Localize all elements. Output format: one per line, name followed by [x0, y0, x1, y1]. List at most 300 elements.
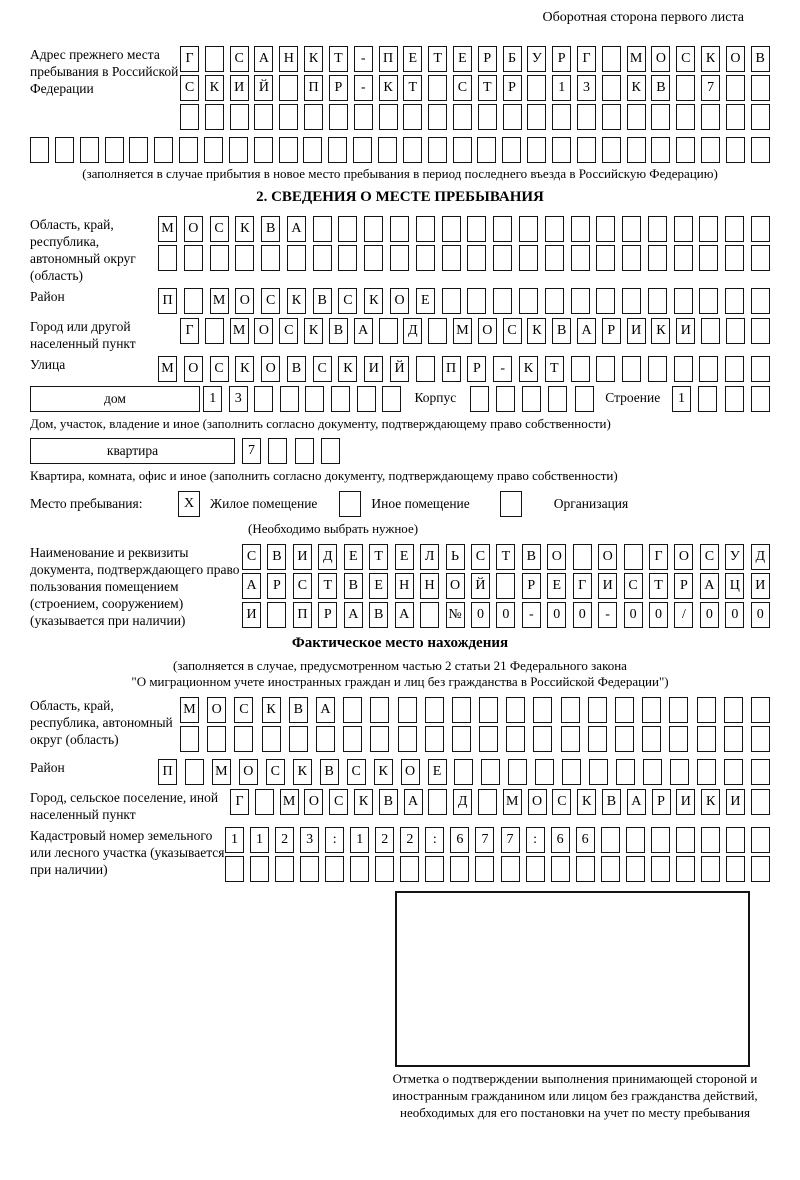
char-cell[interactable]: Р — [652, 789, 671, 815]
char-cell[interactable]: 0 — [700, 602, 719, 628]
char-cell[interactable] — [724, 726, 743, 752]
char-cell[interactable]: У — [527, 46, 546, 72]
stay-type-organization-checkbox[interactable] — [500, 491, 522, 517]
char-cell[interactable] — [726, 137, 745, 163]
char-cell[interactable] — [428, 789, 447, 815]
char-cell[interactable]: К — [287, 288, 306, 314]
char-cell[interactable]: К — [519, 356, 538, 382]
char-cell[interactable] — [725, 216, 744, 242]
char-cell[interactable] — [261, 245, 280, 271]
char-cell[interactable] — [643, 759, 662, 785]
char-cell[interactable] — [522, 386, 541, 412]
char-cell[interactable] — [496, 386, 515, 412]
char-cell[interactable]: 0 — [573, 602, 592, 628]
char-cell[interactable]: А — [242, 573, 261, 599]
char-cell[interactable] — [379, 104, 398, 130]
char-cell[interactable] — [250, 856, 269, 882]
char-cell[interactable]: К — [293, 759, 312, 785]
char-cell[interactable]: Д — [403, 318, 422, 344]
char-cell[interactable] — [724, 697, 743, 723]
char-cell[interactable]: К — [354, 789, 373, 815]
char-cell[interactable] — [596, 288, 615, 314]
char-cell[interactable]: Ь — [446, 544, 465, 570]
char-cell[interactable] — [751, 75, 770, 101]
char-cell[interactable] — [642, 697, 661, 723]
char-cell[interactable] — [506, 726, 525, 752]
char-cell[interactable]: О — [651, 46, 670, 72]
char-cell[interactable] — [548, 386, 567, 412]
char-cell[interactable]: К — [651, 318, 670, 344]
char-cell[interactable]: А — [395, 602, 414, 628]
char-cell[interactable] — [674, 245, 693, 271]
char-cell[interactable]: Н — [395, 573, 414, 599]
char-cell[interactable]: П — [158, 759, 177, 785]
char-cell[interactable] — [254, 137, 273, 163]
char-cell[interactable] — [751, 856, 770, 882]
char-cell[interactable] — [267, 602, 286, 628]
char-cell[interactable]: Е — [416, 288, 435, 314]
char-cell[interactable]: Р — [674, 573, 693, 599]
char-cell[interactable] — [353, 137, 372, 163]
char-cell[interactable] — [475, 856, 494, 882]
char-cell[interactable] — [235, 245, 254, 271]
char-cell[interactable] — [354, 104, 373, 130]
char-cell[interactable] — [289, 726, 308, 752]
char-cell[interactable] — [751, 386, 770, 412]
char-cell[interactable] — [676, 75, 695, 101]
char-cell[interactable]: О — [598, 544, 617, 570]
char-cell[interactable]: С — [279, 318, 298, 344]
char-cell[interactable] — [416, 245, 435, 271]
char-cell[interactable]: 7 — [242, 438, 261, 464]
char-cell[interactable] — [701, 137, 720, 163]
char-cell[interactable] — [533, 697, 552, 723]
char-cell[interactable]: И — [293, 544, 312, 570]
char-cell[interactable] — [129, 137, 148, 163]
char-cell[interactable] — [573, 544, 592, 570]
char-cell[interactable] — [669, 726, 688, 752]
char-cell[interactable] — [275, 856, 294, 882]
char-cell[interactable]: О — [261, 356, 280, 382]
char-cell[interactable]: Р — [503, 75, 522, 101]
char-cell[interactable]: Д — [318, 544, 337, 570]
char-cell[interactable]: 7 — [501, 827, 520, 853]
char-cell[interactable] — [467, 216, 486, 242]
char-cell[interactable] — [622, 288, 641, 314]
char-cell[interactable] — [676, 827, 695, 853]
char-cell[interactable] — [279, 137, 298, 163]
char-cell[interactable]: М — [210, 288, 229, 314]
char-cell[interactable] — [724, 759, 743, 785]
char-cell[interactable] — [452, 726, 471, 752]
char-cell[interactable] — [55, 137, 74, 163]
char-cell[interactable]: Р — [267, 573, 286, 599]
char-cell[interactable] — [701, 856, 720, 882]
char-cell[interactable] — [615, 726, 634, 752]
char-cell[interactable]: Й — [390, 356, 409, 382]
char-cell[interactable] — [254, 104, 273, 130]
char-cell[interactable] — [651, 856, 670, 882]
char-cell[interactable]: Р — [318, 602, 337, 628]
char-cell[interactable] — [325, 856, 344, 882]
char-cell[interactable]: М — [158, 216, 177, 242]
char-cell[interactable] — [370, 726, 389, 752]
char-cell[interactable]: С — [261, 288, 280, 314]
char-cell[interactable] — [428, 318, 447, 344]
char-cell[interactable] — [428, 104, 447, 130]
char-cell[interactable] — [533, 726, 552, 752]
char-cell[interactable]: В — [602, 789, 621, 815]
char-cell[interactable] — [648, 245, 667, 271]
char-cell[interactable]: К — [205, 75, 224, 101]
char-cell[interactable] — [262, 726, 281, 752]
char-cell[interactable] — [651, 137, 670, 163]
char-cell[interactable]: К — [235, 216, 254, 242]
char-cell[interactable] — [420, 602, 439, 628]
char-cell[interactable]: С — [338, 288, 357, 314]
char-cell[interactable] — [400, 856, 419, 882]
char-cell[interactable] — [179, 137, 198, 163]
char-cell[interactable] — [561, 726, 580, 752]
char-cell[interactable] — [338, 245, 357, 271]
char-cell[interactable] — [452, 697, 471, 723]
char-cell[interactable] — [588, 697, 607, 723]
char-cell[interactable]: А — [404, 789, 423, 815]
char-cell[interactable] — [519, 245, 538, 271]
char-cell[interactable]: В — [287, 356, 306, 382]
char-cell[interactable] — [350, 856, 369, 882]
char-cell[interactable] — [751, 245, 770, 271]
char-cell[interactable] — [651, 104, 670, 130]
char-cell[interactable]: О — [478, 318, 497, 344]
char-cell[interactable]: Т — [428, 46, 447, 72]
char-cell[interactable]: - — [493, 356, 512, 382]
char-cell[interactable] — [551, 856, 570, 882]
char-cell[interactable] — [338, 216, 357, 242]
char-cell[interactable]: М — [212, 759, 231, 785]
char-cell[interactable]: 1 — [250, 827, 269, 853]
char-cell[interactable] — [626, 827, 645, 853]
char-cell[interactable] — [642, 726, 661, 752]
char-cell[interactable] — [184, 288, 203, 314]
char-cell[interactable] — [669, 697, 688, 723]
char-cell[interactable] — [180, 726, 199, 752]
char-cell[interactable]: К — [235, 356, 254, 382]
char-cell[interactable]: С — [293, 573, 312, 599]
stay-type-residential-checkbox[interactable]: X — [178, 491, 200, 517]
char-cell[interactable]: И — [751, 573, 770, 599]
char-cell[interactable] — [552, 104, 571, 130]
char-cell[interactable] — [751, 318, 770, 344]
char-cell[interactable] — [751, 827, 770, 853]
char-cell[interactable]: М — [503, 789, 522, 815]
char-cell[interactable]: А — [354, 318, 373, 344]
char-cell[interactable] — [751, 697, 770, 723]
char-cell[interactable]: М — [627, 46, 646, 72]
char-cell[interactable]: Г — [649, 544, 668, 570]
char-cell[interactable]: : — [325, 827, 344, 853]
char-cell[interactable]: О — [726, 46, 745, 72]
char-cell[interactable] — [416, 216, 435, 242]
char-cell[interactable] — [378, 137, 397, 163]
char-cell[interactable] — [561, 697, 580, 723]
char-cell[interactable] — [535, 759, 554, 785]
char-cell[interactable]: Е — [403, 46, 422, 72]
char-cell[interactable] — [477, 137, 496, 163]
char-cell[interactable] — [370, 697, 389, 723]
char-cell[interactable] — [601, 856, 620, 882]
char-cell[interactable]: 0 — [496, 602, 515, 628]
char-cell[interactable]: П — [304, 75, 323, 101]
char-cell[interactable] — [479, 726, 498, 752]
char-cell[interactable]: 6 — [450, 827, 469, 853]
char-cell[interactable] — [343, 726, 362, 752]
char-cell[interactable] — [428, 137, 447, 163]
char-cell[interactable]: Е — [369, 573, 388, 599]
char-cell[interactable]: А — [254, 46, 273, 72]
char-cell[interactable] — [425, 697, 444, 723]
char-cell[interactable] — [622, 216, 641, 242]
char-cell[interactable] — [506, 697, 525, 723]
char-cell[interactable]: 2 — [375, 827, 394, 853]
char-cell[interactable]: О — [254, 318, 273, 344]
char-cell[interactable] — [357, 386, 376, 412]
char-cell[interactable]: С — [471, 544, 490, 570]
char-cell[interactable]: О — [239, 759, 258, 785]
char-cell[interactable] — [751, 288, 770, 314]
char-cell[interactable] — [627, 137, 646, 163]
char-cell[interactable] — [503, 104, 522, 130]
char-cell[interactable]: П — [158, 288, 177, 314]
char-cell[interactable]: М — [230, 318, 249, 344]
char-cell[interactable] — [313, 245, 332, 271]
char-cell[interactable]: Е — [344, 544, 363, 570]
char-cell[interactable] — [379, 318, 398, 344]
char-cell[interactable]: В — [313, 288, 332, 314]
char-cell[interactable] — [725, 386, 744, 412]
char-cell[interactable]: О — [401, 759, 420, 785]
char-cell[interactable]: И — [676, 318, 695, 344]
char-cell[interactable]: 0 — [471, 602, 490, 628]
char-cell[interactable]: С — [624, 573, 643, 599]
char-cell[interactable]: М — [280, 789, 299, 815]
char-cell[interactable] — [207, 726, 226, 752]
char-cell[interactable]: С — [453, 75, 472, 101]
char-cell[interactable] — [699, 356, 718, 382]
char-cell[interactable]: М — [453, 318, 472, 344]
char-cell[interactable]: Т — [496, 544, 515, 570]
char-cell[interactable] — [105, 137, 124, 163]
char-cell[interactable]: Р — [467, 356, 486, 382]
char-cell[interactable]: В — [267, 544, 286, 570]
char-cell[interactable] — [279, 75, 298, 101]
char-cell[interactable] — [626, 856, 645, 882]
char-cell[interactable] — [596, 245, 615, 271]
char-cell[interactable]: Н — [279, 46, 298, 72]
char-cell[interactable] — [180, 104, 199, 130]
char-cell[interactable] — [751, 356, 770, 382]
char-cell[interactable] — [527, 75, 546, 101]
char-cell[interactable] — [697, 759, 716, 785]
char-cell[interactable]: К — [527, 318, 546, 344]
char-cell[interactable] — [648, 216, 667, 242]
char-cell[interactable]: Г — [180, 46, 199, 72]
char-cell[interactable]: С — [242, 544, 261, 570]
char-cell[interactable]: М — [180, 697, 199, 723]
char-cell[interactable] — [751, 137, 770, 163]
char-cell[interactable] — [571, 245, 590, 271]
char-cell[interactable] — [589, 759, 608, 785]
char-cell[interactable]: 3 — [229, 386, 248, 412]
char-cell[interactable] — [627, 104, 646, 130]
char-cell[interactable]: 1 — [672, 386, 691, 412]
char-cell[interactable]: 2 — [400, 827, 419, 853]
char-cell[interactable] — [751, 104, 770, 130]
char-cell[interactable] — [204, 137, 223, 163]
char-cell[interactable] — [481, 759, 500, 785]
char-cell[interactable] — [442, 216, 461, 242]
char-cell[interactable]: И — [676, 789, 695, 815]
char-cell[interactable] — [676, 137, 695, 163]
char-cell[interactable]: С — [266, 759, 285, 785]
char-cell[interactable]: К — [379, 75, 398, 101]
confirmation-stamp-box[interactable] — [395, 891, 750, 1067]
char-cell[interactable]: П — [379, 46, 398, 72]
char-cell[interactable]: А — [577, 318, 596, 344]
char-cell[interactable] — [602, 75, 621, 101]
char-cell[interactable] — [331, 386, 350, 412]
char-cell[interactable] — [343, 697, 362, 723]
char-cell[interactable] — [255, 789, 274, 815]
char-cell[interactable]: К — [364, 288, 383, 314]
char-cell[interactable]: С — [329, 789, 348, 815]
char-cell[interactable] — [701, 104, 720, 130]
char-cell[interactable]: К — [701, 46, 720, 72]
char-cell[interactable]: И — [364, 356, 383, 382]
char-cell[interactable] — [280, 386, 299, 412]
char-cell[interactable] — [210, 245, 229, 271]
char-cell[interactable] — [751, 789, 770, 815]
char-cell[interactable] — [602, 137, 621, 163]
char-cell[interactable] — [295, 438, 314, 464]
char-cell[interactable]: С — [552, 789, 571, 815]
char-cell[interactable] — [751, 216, 770, 242]
char-cell[interactable] — [442, 245, 461, 271]
char-cell[interactable] — [552, 137, 571, 163]
char-cell[interactable]: : — [425, 827, 444, 853]
char-cell[interactable]: П — [442, 356, 461, 382]
char-cell[interactable]: К — [577, 789, 596, 815]
char-cell[interactable] — [697, 697, 716, 723]
char-cell[interactable] — [254, 386, 273, 412]
char-cell[interactable]: Г — [230, 789, 249, 815]
char-cell[interactable] — [545, 245, 564, 271]
char-cell[interactable] — [601, 827, 620, 853]
char-cell[interactable] — [726, 827, 745, 853]
char-cell[interactable]: А — [627, 789, 646, 815]
char-cell[interactable]: П — [293, 602, 312, 628]
char-cell[interactable] — [575, 386, 594, 412]
char-cell[interactable]: К — [262, 697, 281, 723]
char-cell[interactable]: М — [158, 356, 177, 382]
char-cell[interactable]: Т — [369, 544, 388, 570]
char-cell[interactable] — [726, 75, 745, 101]
char-cell[interactable] — [300, 856, 319, 882]
char-cell[interactable]: 0 — [547, 602, 566, 628]
char-cell[interactable]: Р — [329, 75, 348, 101]
char-cell[interactable]: 6 — [551, 827, 570, 853]
char-cell[interactable] — [205, 46, 224, 72]
char-cell[interactable]: Г — [577, 46, 596, 72]
char-cell[interactable] — [313, 216, 332, 242]
char-cell[interactable] — [229, 137, 248, 163]
char-cell[interactable] — [205, 318, 224, 344]
char-cell[interactable]: В — [751, 46, 770, 72]
char-cell[interactable] — [545, 288, 564, 314]
char-cell[interactable] — [158, 245, 177, 271]
char-cell[interactable] — [496, 573, 515, 599]
char-cell[interactable]: К — [627, 75, 646, 101]
char-cell[interactable] — [624, 544, 643, 570]
char-cell[interactable] — [562, 759, 581, 785]
char-cell[interactable] — [527, 137, 546, 163]
char-cell[interactable] — [80, 137, 99, 163]
char-cell[interactable]: № — [446, 602, 465, 628]
char-cell[interactable] — [588, 726, 607, 752]
char-cell[interactable] — [725, 356, 744, 382]
char-cell[interactable]: В — [651, 75, 670, 101]
char-cell[interactable]: В — [329, 318, 348, 344]
char-cell[interactable]: И — [230, 75, 249, 101]
char-cell[interactable]: / — [674, 602, 693, 628]
char-cell[interactable]: Р — [552, 46, 571, 72]
char-cell[interactable]: Н — [420, 573, 439, 599]
char-cell[interactable]: 3 — [300, 827, 319, 853]
char-cell[interactable] — [751, 726, 770, 752]
char-cell[interactable]: В — [522, 544, 541, 570]
char-cell[interactable] — [450, 856, 469, 882]
char-cell[interactable] — [375, 856, 394, 882]
char-cell[interactable] — [230, 104, 249, 130]
char-cell[interactable] — [697, 726, 716, 752]
char-cell[interactable] — [287, 245, 306, 271]
char-cell[interactable]: Р — [478, 46, 497, 72]
char-cell[interactable] — [321, 438, 340, 464]
char-cell[interactable] — [526, 856, 545, 882]
char-cell[interactable]: Е — [428, 759, 447, 785]
char-cell[interactable]: А — [316, 697, 335, 723]
char-cell[interactable]: К — [701, 789, 720, 815]
char-cell[interactable]: В — [379, 789, 398, 815]
char-cell[interactable]: Т — [478, 75, 497, 101]
char-cell[interactable] — [185, 759, 204, 785]
char-cell[interactable] — [616, 759, 635, 785]
char-cell[interactable] — [390, 216, 409, 242]
char-cell[interactable]: С — [700, 544, 719, 570]
char-cell[interactable] — [453, 137, 472, 163]
char-cell[interactable] — [398, 726, 417, 752]
char-cell[interactable] — [545, 216, 564, 242]
stay-type-other-checkbox[interactable] — [339, 491, 361, 517]
char-cell[interactable] — [699, 245, 718, 271]
char-cell[interactable]: Т — [318, 573, 337, 599]
char-cell[interactable] — [670, 759, 689, 785]
char-cell[interactable]: - — [354, 75, 373, 101]
char-cell[interactable]: Й — [254, 75, 273, 101]
char-cell[interactable]: Б — [503, 46, 522, 72]
char-cell[interactable]: В — [261, 216, 280, 242]
char-cell[interactable]: И — [598, 573, 617, 599]
